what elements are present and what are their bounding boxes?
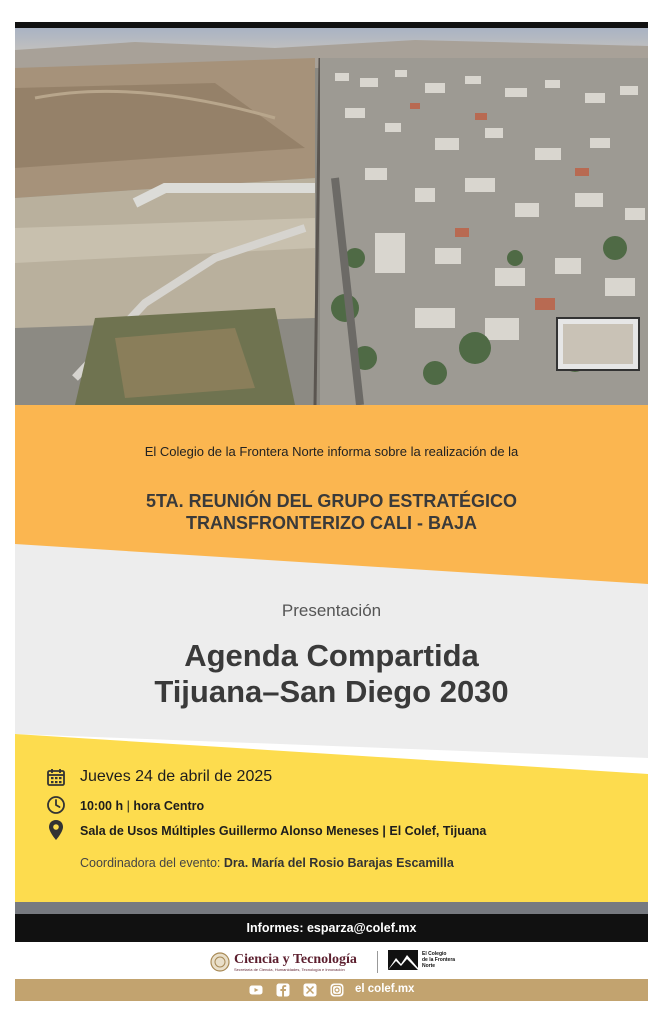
colef-mountain-icon xyxy=(388,950,418,970)
event-title-line2: TRANSFRONTERIZO CALI - BAJA xyxy=(186,513,477,533)
logo-colef-line1: El Colegio xyxy=(422,951,447,957)
logo-ciencia-subtitle: Secretaría de Ciencia, Humanidades, Tecnología e Innovación xyxy=(234,967,345,972)
logo-ciencia-tecnologia xyxy=(210,952,357,972)
main-title xyxy=(15,638,648,710)
instagram-icon[interactable] xyxy=(330,983,344,997)
yellow-band xyxy=(15,730,648,902)
presentation-label: Presentación xyxy=(281,601,382,620)
logo-colef xyxy=(388,950,455,970)
location-pin-icon xyxy=(48,819,64,846)
info-email-link[interactable]: Informes: esparza@colef.mx xyxy=(246,921,417,935)
event-time-value: 10:00 h xyxy=(80,799,124,813)
logo-divider xyxy=(377,951,378,973)
coordinator-name: Dra. María del Rosio Barajas Escamilla xyxy=(223,856,454,870)
calendar-icon xyxy=(46,767,66,792)
info-bar xyxy=(15,914,648,942)
logo-ciencia-title: Ciencia y Tecnología xyxy=(234,952,357,967)
grey-stripe xyxy=(15,902,648,914)
event-time-zone: hora Centro xyxy=(133,799,205,813)
youtube-icon[interactable] xyxy=(249,983,263,997)
coordinator-label: Coordinadora del evento: xyxy=(80,856,221,870)
border-aerial-photo xyxy=(15,28,648,405)
seal-icon xyxy=(210,952,230,972)
website-link[interactable]: el colef.mx xyxy=(355,983,415,995)
facebook-icon[interactable] xyxy=(276,983,290,997)
logo-colef-line2: de la Frontera xyxy=(422,957,456,963)
event-title xyxy=(15,490,648,534)
intro-text: El Colegio de la Frontera Norte informa sobre la realización de la xyxy=(144,444,519,459)
main-title-line1: Agenda Compartida xyxy=(184,638,479,673)
x-icon[interactable] xyxy=(303,983,317,997)
event-date: Jueves 24 de abril de 2025 xyxy=(80,768,273,785)
event-time-separator: | xyxy=(126,799,130,813)
event-time xyxy=(80,799,204,813)
clock-icon xyxy=(46,795,66,820)
main-title-line2: Tijuana–San Diego 2030 xyxy=(154,674,509,709)
event-coordinator xyxy=(80,856,454,870)
event-title-line1: 5TA. REUNIÓN DEL GRUPO ESTRATÉGICO xyxy=(145,491,518,511)
event-venue: Sala de Usos Múltiples Guillermo Alonso Meneses | El Colef, Tijuana xyxy=(80,824,487,838)
logo-colef-line3: Norte xyxy=(422,963,436,969)
